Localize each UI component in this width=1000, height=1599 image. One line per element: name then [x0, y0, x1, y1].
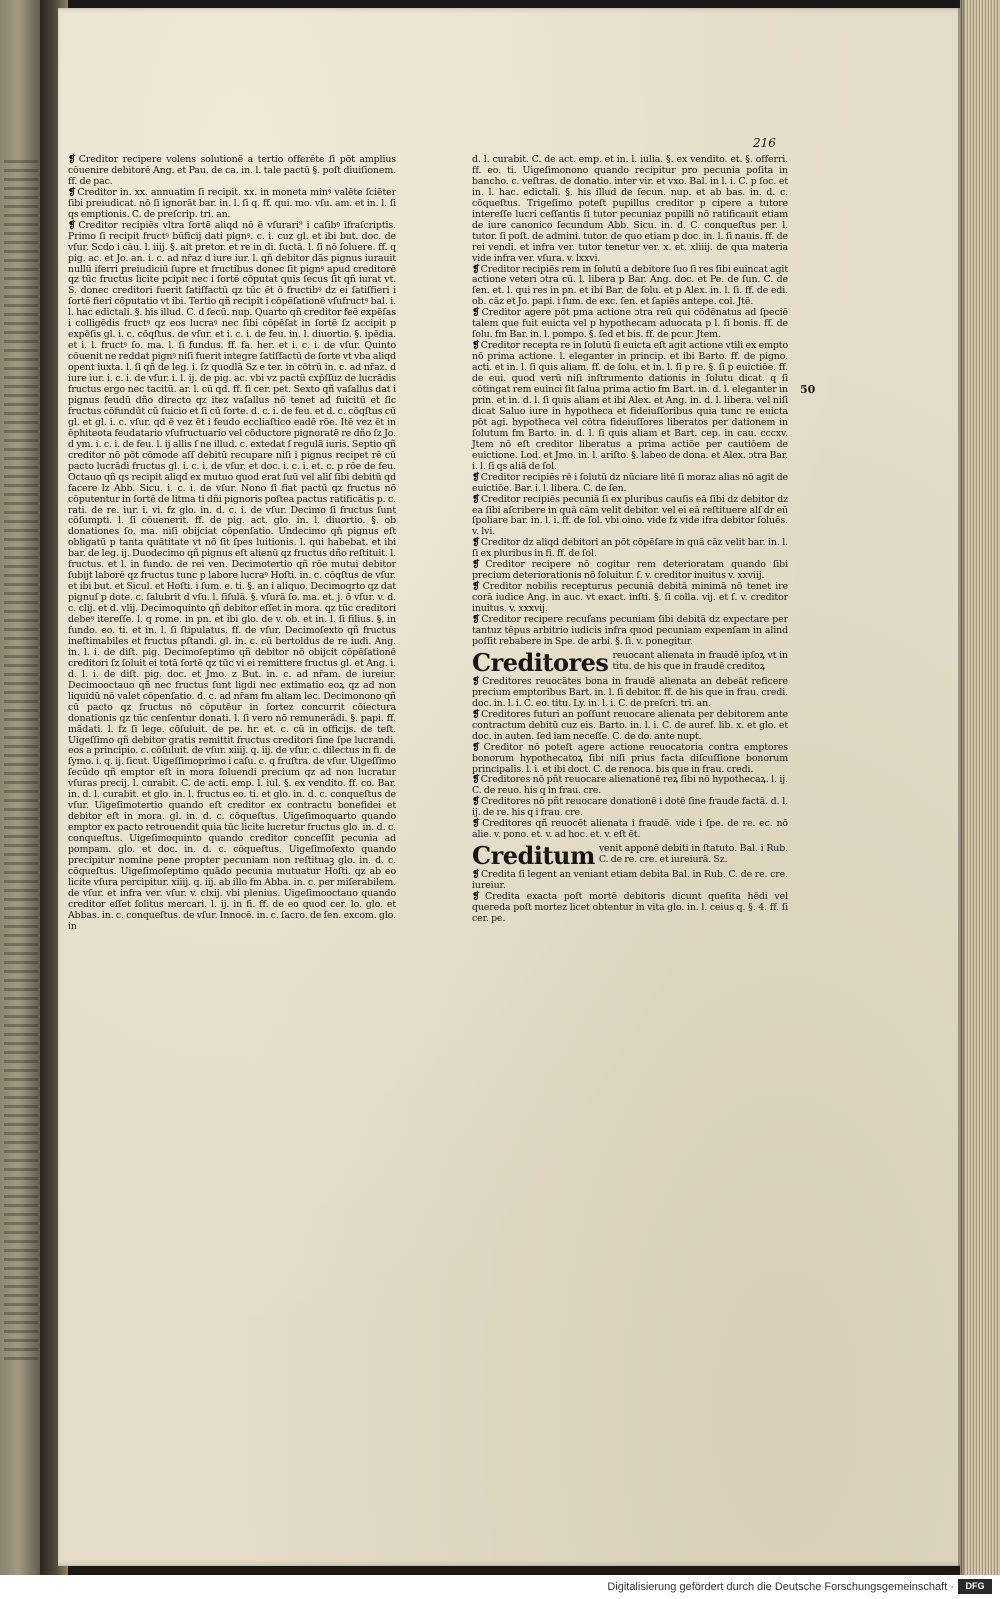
paragraph-mark-icon: ❡ [472, 307, 482, 319]
paragraph: ❡ Creditor nō poteſt agere actione reuocatoria contra emptores bonorum hypothecatoꝝ ſibi niſi prius facta diſcuſſione bonorum principalis. l. i. et ibi doct. C. de renoca. bis que in frau. credi. [472, 741, 788, 775]
paragraph-mark-icon: ❡ [68, 219, 79, 231]
paragraph-mark-icon: ❡ [472, 774, 481, 786]
entry-creditores [472, 651, 788, 675]
paragraph-mark-icon: ❡ [472, 471, 481, 483]
page-stack-edges [960, 0, 1000, 1575]
entry-heading: Creditores [472, 650, 609, 675]
paragraph: ❡ Creditor recipere recuſans pecuniam ſibi debitā dz expectare per tantuz tēpus arbitrio iudicis infra quod pecuniam expenſam in alind poſſit rebabere in Spe. de arbi. §. ſi. v. ponegitur. [472, 614, 788, 647]
paragraph-mark-icon: ❡ [472, 263, 481, 275]
entry-creditum [472, 844, 788, 868]
paragraph-mark-icon: ❡ [472, 675, 483, 687]
paragraph-mark-icon: ❡ [472, 741, 484, 753]
paragraph: ❡ Creditores nō pñt reuocare donationē i dotē ſine fraude factā. d. l. ij. de re. his q i frau. cre. [472, 796, 788, 819]
paragraph: ❡ Creditores nō pñt reuocare alienationē reꝝ ſibi nō hypothecaꝝ. l. ij. C. de reuo. his q in frau. cre. [472, 774, 788, 797]
paragraph: ❡ Creditor recipiēs pecuniā ſi ex pluribus cauſis eā ſibi dz debitor dz ea ſibi aſcribere in quā cām velit debitor. vel ei eā reſtituere alſ dr eū ſpoliare bar. in. l. i. ff. de ſol. vbi oino. vide fz vide ifra debitor ſoluēs. v. lvi. [472, 493, 789, 538]
paragraph: ❡ Creditor recipere nō cogitur rem deterioratam quando ſibi precium deteriorationis nō ſoluitur. ſ. v. creditor inuitus v. xxviij. [472, 559, 788, 582]
paragraph-mark-icon: ❡ [472, 869, 481, 881]
right-column [472, 155, 788, 925]
paragraph: ❡ Creditores futuri an poſſunt reuocare alienata per debitorem ante contractum debitū cuz eis. Barto. in. l. i. C. de auref. lib. x. et glo. et doc. in auten. ſed iam neceſſe. C. de do. ante nupt. [472, 708, 788, 742]
paragraph-mark-icon: ❡ [472, 708, 482, 720]
paragraph-mark-icon: ❡ [472, 559, 486, 571]
paragraph: ❡ Creditor recipiēs rem in ſolutū a debitore ſuo ſi res ſibi euincat agit actione veteri ɔtra cū. l. libera p Bar. Ang. doc. et Pe. de ſun. C. de ſen. et. l. qui res in pn. et ibi Bar. de ſolu. et p Alex. in. l. ſi. ff. de edi. ob. cāz et Jo. papi. i ſum. de exc. ſen. et ſapiēs antepe. col. Jtē. [472, 263, 788, 308]
page-edge-shadow [958, 0, 964, 1575]
paragraph-mark-icon: ❡ [472, 340, 481, 352]
paragraph: ❡ Creditores qñ reuocēt alienata i fraudē. vide i ſpe. de re. ec. nō alie. v. pono. et. v. ad hoc. et. v. eſt ēt. [472, 818, 788, 841]
facing-page-text [4, 160, 38, 1360]
paragraph: ❡ Creditor recipiēs rē i ſolutū dz nūciare litē ſi moraz alias nō agit de euictiōe. Bar. i. l. libera. C. de ſen. [472, 471, 788, 494]
left-column [68, 155, 396, 933]
paragraph: ❡ Credita ſi legent an veniant etiam debita Bal. in Rub. C. de re. cre. iureiur. [472, 869, 788, 892]
paragraph: ❡ Creditor agere pōt pma actione ɔtra reū qui cōdēnatus ad ſpeciē talem que fuit euicta vel p hypothecam aduocata p l. ſi bonis. ff. de ſolu. fm Bar. in. l. pompo. §. ſed et bis. ff. de pcur. Jtem. [472, 307, 788, 341]
paragraph: ❡ Creditor recipiēs vltra ſortē aliqd nō ē vſurari⁹ i caſibꝰ īfraſcriptis. Primo ſi recipit fructꝰ būficij dati pignꝰ. c. i. cuz gl. et ibi but. doc. de vſur. Scdo i cāu. l. iiij. §. ait pretor. et re in di. ſuctā. l. ſi nō ſoluere. ff. q pig. ac. et Jo. an. i. c. ad nr̄az d iure iur. l. qñ debitor dās pignus iurauit nullū iferri preiudiciū ſupre et fructibus donec ſit pignꝰ apud creditorē qz tūc fructus licite pcipit nec i ſortē cōputat quis ſecus ſit qñ iurat vt. S. donec creditori fuerit ſatiſfactū qz tūc ēt ō fructibꝰ dz ei ſatiſfieri i ſortē fieri cōputatio vt ibi. Tertio qñ recipit i cōpēſationē vſufructꝰ bal. i. l. hac edictali. §. his illud. C. d ſecū. nup. Quarto qñ creditor feē expēſas i colligēdis fructꝰ qz eos lucraꝰ nec ſibi cōpēſat in ſortē ſz accipit p expēſis gl. i. c. cōqſtus. de vſur. et i. c. i. de feu. in. l. diuortio. §. ipēdia. et i. l. fructꝰ ſo. ma. l. ſi fundus. ff. fa. her. et i. c. i. de vſur. Quinto cōuenit ne reddat pignꝰ niſi fuerit integre ſatiſfactū de ſorte vt vba aliqd opent iuxta. l. ſi qñ de leg. i. ſz quodlā Sz e ter. in cōtrū in. c. ad nr̄az. d iure iur. i. c. i. de vſur. i. l. ij. de pig. ac. vbi vz pactū cxp̄ſſuz de lucrādis fructus ergo nec tacitū. ar. l. cū qd. ff. ſi cer. pet. Sexto qñ vaſallus dat i pignus feudū dño directo qz itez vaſallus nō tenet ad fuicitū et ſic fructus cōfundūt cū ſuicio et ſi cū ſorte. d. c. i. de feu. et d. c. cōqſtus cū gl. et gl. i. c. vſur. qd ē vez ēt i feudo eccliaſtico eadē rōe. Itē vez ēt in ēphiteota feudatario vſufructuario vel cōductore pignoratē re dño ſz Jo. d ym. i. c. i. de feu. l. ij allis ſ ne illud. c. extedat ſ regulā iuris. Septio qñ creditor nō pōt cōmode aſſ debitū recupare niſi i pignus recipet rē cū pacto lucrādi fructus gl. i. c. i. de vſur. et doc. i. c. i. et. c. p rōe de feu. Octauo qñ qs recipit aliqd ex mutuo quod erat ſuū vel aliſ ſibi debitū qd facere lz Abb. Sicu. i. c. i. de vſur. Nono ſi fiat pactū qz fructus nō cōputentur in ſortē de litma ti dñi pignoris poſtea pactus ratificātis p. c. rati. de re. iur. i. vi. fz glo. in. d. c. i. de vſur. Decimo ſi fructus ſunt cōſumpti. l. ſi cōuenerit. ff. de pig. act. glo. in. l. diuortio. §. ob donationes ſo. ma. niſi obijciat cōpenſatio. Undecimo qñ pignus eſt obligatū p tanta quātitate vt nō ſit ſpes luitionis. l. qui habebat. et ibi bar. de leg. ij. Duodecimo qñ pignus eſt alienū qz fructus dño reſtituit. l. fructus. et l. in fundo. de rei ven. Decimotertio qñ rōe mutui debitor ſubijt laborē qz fructus tunc p labore lucraꝰ Hoſti. in. c. cōqſtus de vſur. et ibi but. et Sicul. et Hoſti. i ſum. e. ti. §. an i aliquo. Decimoqrto qz dat pignuſ p dote. c. ſalubrit d vſu. l. ſiſulā. §. vſurā ſo. ma. et. j. ō vſur. v. d. c. clij. et d. vlij. Decimoquinto qñ debitor eſſet in mora. qz tūc creditori debeꝰ itereſſe. l. q rome. in pn. et ibi glo. de v. ob. et in. l. ſi filius. §. in fundo. eo. ti. et in. l. ſi ſtipulatus. ff. de vſur. Decimoſexto qñ fructus ineſtimabiles et fructus pſtandi. gl. in. c. cū bertoldus de re iudi. Ang. in. l. i. de diſt. pig. Decimoſeptimo qñ debitor nō obijcit cōpēſationē creditori ſz ſoluit ei totā ſortē qz tūc vi ei remittere fructus gl. et Ang. i. d. l. i. de diſt. pig. doc. et Jmo. z But. in. c. ad nr̄am. de iureiur. Decimooctauo qñ nec fructus ſunt ligdi nec extimatio eoꝝ qz ad non liquidū nō valet cōpenſatio. d. c. ad nr̄am fm aliam lec. Decimonono qñ cū pacto qz fructus nō cōputēur in ſortez concurrit cōiectura donationis qz tūc cenſentur donati. l. ſi vero nō remunerādi. §. papi. ff. mādati. l. fz ſi lege. cōſuluit. de pe. hr. et. c. cū in officijs. de teſt. Uigeſſimo qñ debitor gratis remittit fructus creditori ſine ſpe lucrandi. eos a principio. c. cōſuluit. de vſur. xiiij. q. iij. de vſur. c. dilectus in fi. de ſymo. i. q. ij. ſicut. Uigeſſimoprimo i caſu. c. q fruſtra. de vſur. Uigeſſimo ſecūdo qñ emptor eſt in mora ſoluendi precium qz ad non lucratur vſuras precij. l. curabit. C. de acti. emp. l. iul. §. ex vendito. ff. co. Bar. in. d. l. curabit. et glo. in. l. fructus eo. ti. et glo. in. d. c. conqueſtus de vſur. Uigeſimotertio quando eſt creditor ex contractu bonefidei et debitor eſt in mora. gl. in. d. c. cōqueſtus. Uigeſimoquarto quando emptor ex pacto retrouendit quia tūc licite lucretur fructus glo. in. d. c. conqueſtus. Uigeſimoquinto quando creditor conceſſit pecunia ad pompam. glo. et doc. in. d. c. cōqueſtus. Uigeſimoſexto quando precipitur nomine pene propter pecuniam non reſtituaꝫ glo. in. d. c. cōqueſtus. Uigeſimoſeptimo quādo pecunia mutuatur Hoſti. qz ab eo licite vſura percipitur. xiiij. q. iij. ab illo fm Abba. in. c. per miſerabilem. de vſur. et infra ver. vſur. v. clxij. vbi plenius. Uigeſimooctauo quando creditor eſſet ſolitus mercari. l. ij. in fi. ff. de eo quod cer. lo. glo. et Abbas. in. c. conqueſtus. de vſur. Innocē. in. c. ſacro. de ſen. excom. glo. in [68, 219, 396, 932]
paragraph: ❡ Creditor in. xx. annuatim ſi recipit. xx. in moneta minꝰ valēte ſciēter ſibi preiudicat. nō ſi ignorāt bar. in. l. ſi q. ff. qui. mo. vſu. am. et in. l. ſi qs emptionis. C. de preſcrip. tri. an. [68, 186, 396, 220]
footer-bar [0, 1575, 1000, 1599]
paragraph: d. l. curabit. C. de act. emp. et in. l. iulia. §. ex vendito. et. §. offerri. ff. eo. ti. Uigeſimonono quando recipitur pro pecunia poſita in bancho. c. veſtras. de donatio. inter vir. et vxo. Bal. in l. i. C. p ſoc. et in. l. hac. edictali. §. his illud de ſecun. nup. et ab bas. in. d. c. cōqueſtus. Trigeſimo poteſt pupillus creditor p cipere a tutore intereſſe lucri ceſſantis ſi tutor pecuniaz pupilli nō ratificauit etiam de iure canonico ſecundum Abb. Sicu. in. d. C. conqueſtus per. l. tutor. ſi poſt. de admini. tutor. de quo etiam p doc. in. l. ſi nauis. ff. de rei vendi. et infra ver. tutor tenetur ver. x. et. xliiij. de qua materia vide infra ver. vſura. v. lxxvi. [472, 154, 788, 264]
page-number: 216 [753, 136, 776, 150]
footer-credit: Digitalisierung gefördert durch die Deutsche Forschungsgemeinschaft · [607, 1581, 954, 1593]
dfg-logo: DFG [958, 1579, 992, 1594]
paragraph: ❡ Creditor recepta re in ſolutū ſi euicta eſt agit actione vtili ex empto nō prima actione. l. eleganter in princip. et ibi Barto. ff. de pigno. acti. et in. l. ſi quis aliam. ff. de ſolu. et in. l. ſi p re. §. ſi p euictiōe. ff. de eui. quod verū niſi inſtrumento dationis in ſolutu dicat. q ſi cōtingat rem euinci ſit ſalua prima actio fm Bart. in. d. l. eleganter in prin. et in. d. l. ſi quis aliam et ibi Alex. et Ang. in. d. l. libera. vel niſi dicat Saluo iure in hypotheca et fideiuſſoribus quia tunc re euicta pōt agi. hypotheca vel cōtra fideiuſſores liberatos per dationem in ſolutum fm Barto. in. d. l. ſi quis aliam et Bart. cep. in cau. cccxv. Jtem nō eſt creditor liberatus a prima actiōe per cautiōem de euictione. Lod. et Jmo. in. l. ariſto. §. labeo de dona. et Alex. ɔtra Bar. i. l. ſi qs aliā de ſol. [472, 340, 788, 472]
paragraph: ❡ Creditor dz aliqd debitori an pōt cōpēſare in quā cāz velit bar. in. l. ſi ex pluribus in fi. ff. de ſol. [472, 537, 788, 560]
paragraph-mark-icon: ❡ [472, 581, 483, 593]
paragraph-mark-icon: ❡ [68, 186, 78, 198]
paragraph-mark-icon: ❡ [472, 796, 481, 808]
paragraph: ❡ Credita exacta poſt mortē debitoris dicunt queſita hēdi vel quereda poſt mortez licet obtentur in vita glo. in. l. ceius q. §. 4. ff. ſi cer. pe. [472, 891, 788, 924]
paragraph: ❡ Creditor recipere volens solutionē a tertio offerēte ſi pōt amplius cōuenire debitorē Ang. et Pau. de ca. in. l. tale pactū §. poſt diuiſionem. ff. de pac. [68, 154, 396, 187]
entry-heading: Creditum [472, 844, 595, 869]
paragraph-mark-icon: ❡ [472, 818, 483, 830]
paragraph-mark-icon: ❡ [472, 614, 482, 626]
paragraph: ❡ Creditores reuocātes bona in fraudē alienata an debeāt reficere precium emptoribus Bart. in. l. ſi debitor. ff. de his que in frau. credi. doc. in. l. i. C. eo. titu. Ly. in. l. i. C. de preſcri. tri. an. [472, 675, 788, 709]
paragraph-mark-icon: ❡ [472, 537, 481, 549]
paragraph: ❡ Creditor nobilis recepturus pecuniā debitā minimā nō tenet ire corā iudice Ang. in auc. vt exact. inſti. §. ſi colla. vij. et ſ. v. creditor inuitus. v. xxxvij. [472, 581, 788, 615]
entry-intro: reuocant alienata in fraudē ipſoꝝ vt in titu. de his que in fraudē creditoꝝ [612, 650, 788, 672]
paragraph-mark-icon: ❡ [472, 493, 481, 505]
paragraph-mark-icon: ❡ [68, 154, 79, 165]
entry-intro: venit apponē debiti in ſtatuto. Bal. i Rub. C. de re. cre. et iureiurā. Sz. [598, 844, 788, 866]
paragraph-mark-icon: ❡ [472, 891, 485, 903]
margin-note: 50 [800, 383, 816, 396]
